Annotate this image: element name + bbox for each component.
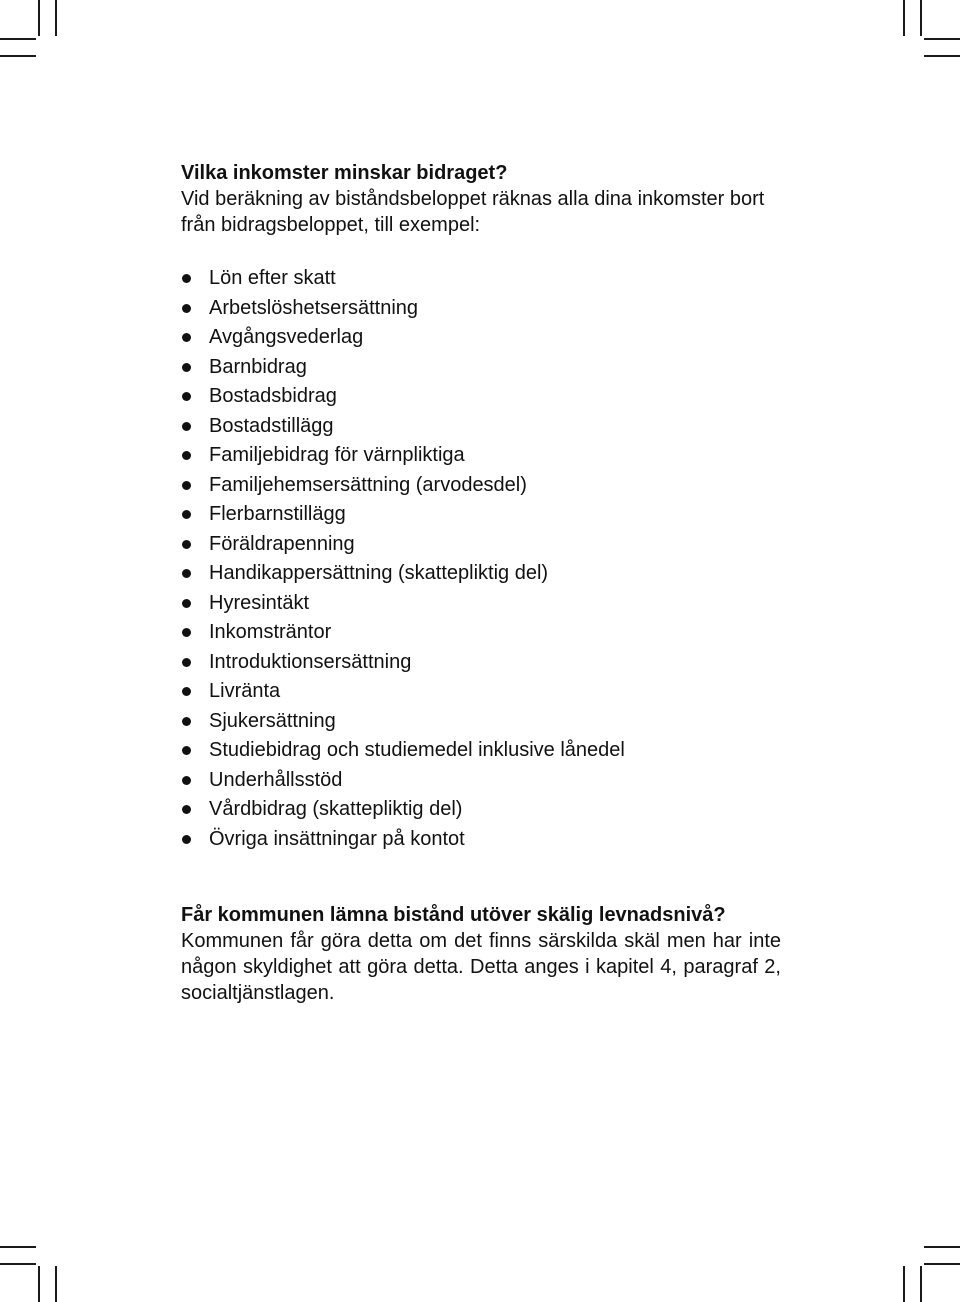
list-item-label: Studiebidrag och studiemedel inklusive lånedel xyxy=(209,739,625,761)
list-item-label: Barnbidrag xyxy=(209,355,307,378)
list-item xyxy=(181,648,781,678)
bullet-icon xyxy=(182,717,191,726)
crop-mark-bottom-left-horizontal xyxy=(0,1246,36,1248)
income-heading: Vilka inkomster minskar bidraget? xyxy=(181,162,508,184)
list-item xyxy=(181,412,781,442)
list-item xyxy=(181,353,781,383)
list-item xyxy=(181,589,781,619)
crop-mark-bottom-right-horizontal-2 xyxy=(924,1263,960,1265)
crop-mark-top-right-vertical-2 xyxy=(920,0,922,36)
list-item xyxy=(181,677,781,707)
crop-mark-top-left-horizontal-2 xyxy=(0,55,36,57)
list-item-label: Bostadstillägg xyxy=(209,414,334,437)
extra-assistance-heading: Får kommunen lämna bistånd utöver skälig levnadsnivå? xyxy=(181,904,726,926)
list-item xyxy=(181,382,781,412)
crop-mark-bottom-left-horizontal-2 xyxy=(0,1263,36,1265)
list-item-label: Hyresintäkt xyxy=(209,591,310,614)
list-item xyxy=(181,795,781,825)
crop-mark-bottom-right-vertical-2 xyxy=(920,1266,922,1302)
bullet-icon xyxy=(182,628,191,637)
list-item xyxy=(181,707,781,737)
bullet-icon xyxy=(182,274,191,283)
bullet-icon xyxy=(182,776,191,785)
list-item xyxy=(181,530,781,560)
list-item-label: Flerbarnstillägg xyxy=(209,503,346,525)
bullet-icon xyxy=(182,363,191,372)
crop-mark-bottom-right-vertical xyxy=(903,1266,905,1302)
list-item-label: Introduktionsersättning xyxy=(209,650,412,673)
list-item xyxy=(181,441,781,471)
crop-mark-bottom-left-vertical-2 xyxy=(55,1266,57,1302)
list-item-label: Bostadsbidrag xyxy=(209,385,337,407)
list-item-label: Avgångsvederlag xyxy=(209,326,364,348)
bullet-icon xyxy=(182,746,191,755)
crop-mark-bottom-right-horizontal xyxy=(924,1246,960,1248)
bullet-icon xyxy=(182,658,191,667)
bullet-icon xyxy=(182,687,191,696)
list-item-label: Livränta xyxy=(209,680,281,702)
list-item xyxy=(181,500,781,530)
bullet-icon xyxy=(182,392,191,401)
bullet-icon xyxy=(182,835,191,844)
list-item xyxy=(181,559,781,589)
bullet-icon xyxy=(182,540,191,549)
list-item xyxy=(181,618,781,648)
list-item-label: Inkomsträntor xyxy=(209,621,332,643)
list-item xyxy=(181,766,781,796)
bullet-icon xyxy=(182,805,191,814)
bullet-icon xyxy=(182,510,191,519)
income-list xyxy=(181,264,781,854)
bullet-icon xyxy=(182,451,191,460)
list-item-label: Lön efter skatt xyxy=(209,267,336,289)
crop-mark-top-right-horizontal-2 xyxy=(924,55,960,57)
bullet-icon xyxy=(182,569,191,578)
crop-mark-top-left-vertical-2 xyxy=(55,0,57,36)
list-item-label: Sjukersättning xyxy=(209,709,336,732)
income-intro: Vid beräkning av biståndsbeloppet räknas alla dina inkomster bort från bidragsbeloppet, till exempel: xyxy=(181,188,765,236)
bullet-icon xyxy=(182,481,191,490)
list-item xyxy=(181,294,781,324)
bullet-icon xyxy=(182,304,191,313)
list-item-label: Övriga insättningar på kontot xyxy=(209,827,465,850)
crop-mark-top-right-horizontal xyxy=(924,38,960,40)
list-item-label: Arbetslöshetsersättning xyxy=(209,296,419,319)
list-item-label: Handikappersättning (skattepliktig del) xyxy=(209,562,549,584)
list-item xyxy=(181,471,781,501)
extra-assistance-section xyxy=(181,902,781,1006)
list-item xyxy=(181,825,781,855)
bullet-icon xyxy=(182,599,191,608)
list-item-label: Föräldrapenning xyxy=(209,532,355,555)
bullet-icon xyxy=(182,333,191,342)
list-item-label: Familjebidrag för värnpliktiga xyxy=(209,444,465,466)
bullet-icon xyxy=(182,422,191,431)
crop-mark-top-left-vertical xyxy=(38,0,40,36)
list-item xyxy=(181,264,781,294)
document-content xyxy=(181,160,781,1006)
income-section xyxy=(181,160,781,854)
list-item-label: Vårdbidrag (skattepliktig del) xyxy=(209,798,463,820)
crop-mark-top-left-horizontal xyxy=(0,38,36,40)
crop-mark-bottom-left-vertical xyxy=(38,1266,40,1302)
list-item-label: Familjehemsersättning (arvodesdel) xyxy=(209,473,527,496)
extra-assistance-body: Kommunen får göra detta om det finns särskilda skäl men har inte någon skyldighet att göra detta. Detta anges i kapitel 4, paragraf 2, socialtjänstlagen. xyxy=(181,930,781,1004)
crop-mark-top-right-vertical xyxy=(903,0,905,36)
list-item xyxy=(181,736,781,766)
list-item xyxy=(181,323,781,353)
list-item-label: Underhållsstöd xyxy=(209,768,343,791)
